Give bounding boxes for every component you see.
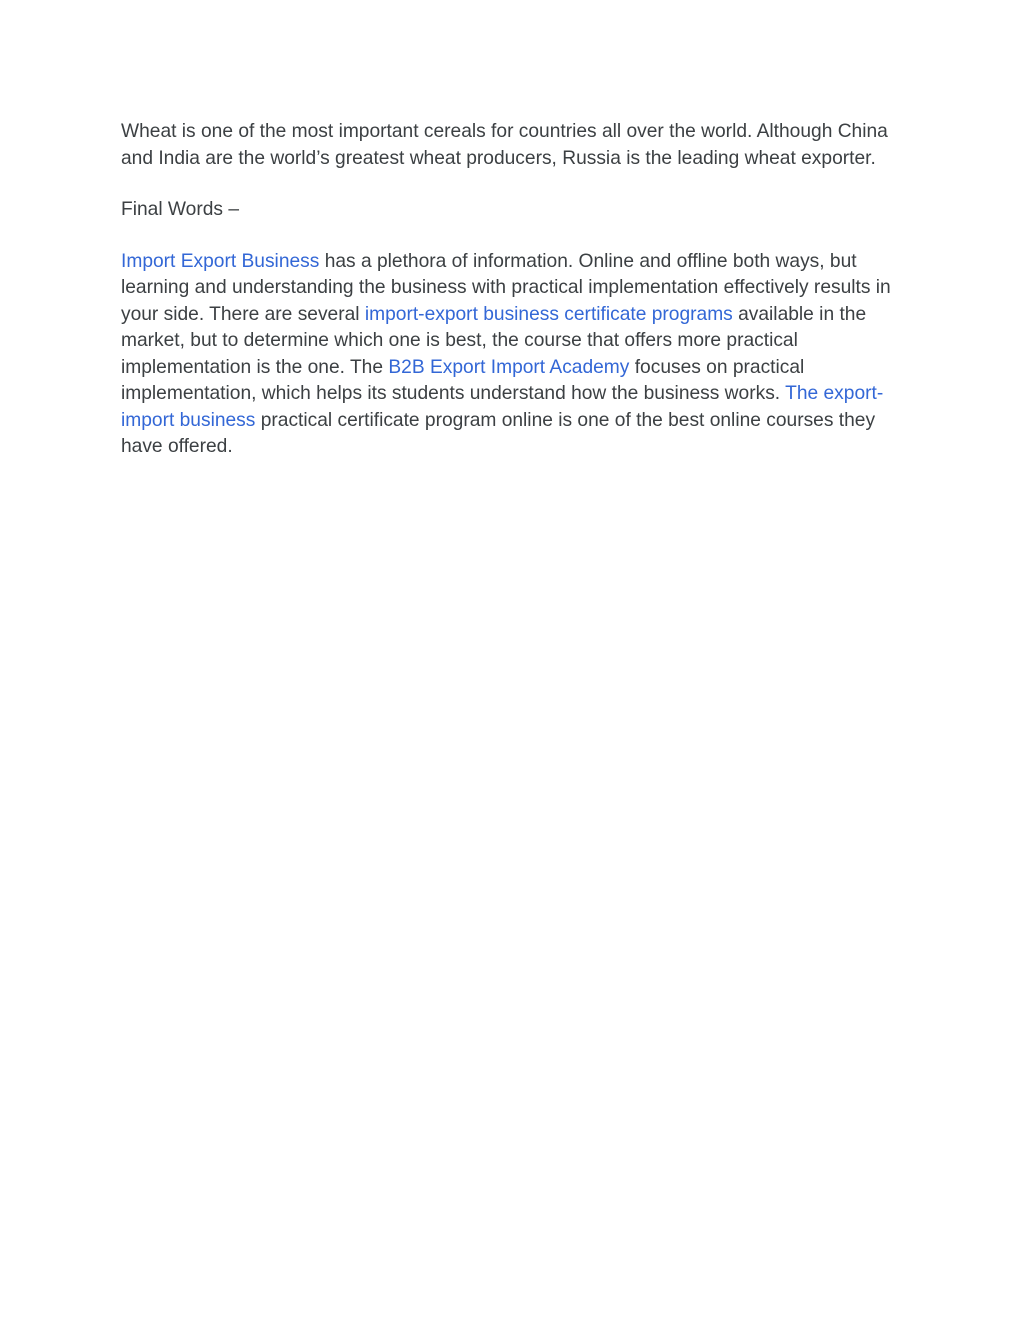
conclusion-text-4: practical certificate program online is one of the best online courses they have offered. <box>121 409 876 457</box>
conclusion-text-1: has a plethora of information. Online and offline both ways, but learning and understanding the business with practical implementation effectively results in your side. There are several <box>121 250 891 325</box>
certificate-programs-link[interactable]: import-export business certificate programs <box>364 303 733 325</box>
export-import-business-link[interactable]: The export-import business <box>121 383 884 431</box>
conclusion-text-2: available in the market, but to determine which one is best, the course that offers more practical implementation is the one. The <box>121 303 867 378</box>
intro-paragraph: Wheat is one of the most important cereals for countries all over the world. Although China and India are the world’s greatest wheat producers, Russia is the leading wheat exporter. <box>121 121 888 169</box>
import-export-business-link[interactable]: Import Export Business <box>121 250 320 272</box>
document-page <box>121 119 903 486</box>
b2b-academy-link[interactable]: B2B Export Import Academy <box>388 356 630 378</box>
conclusion-paragraph <box>121 249 903 461</box>
final-words-heading: Final Words – <box>121 199 240 220</box>
conclusion-text-3: focuses on practical implementation, which helps its students understand how the business works. <box>121 356 805 404</box>
